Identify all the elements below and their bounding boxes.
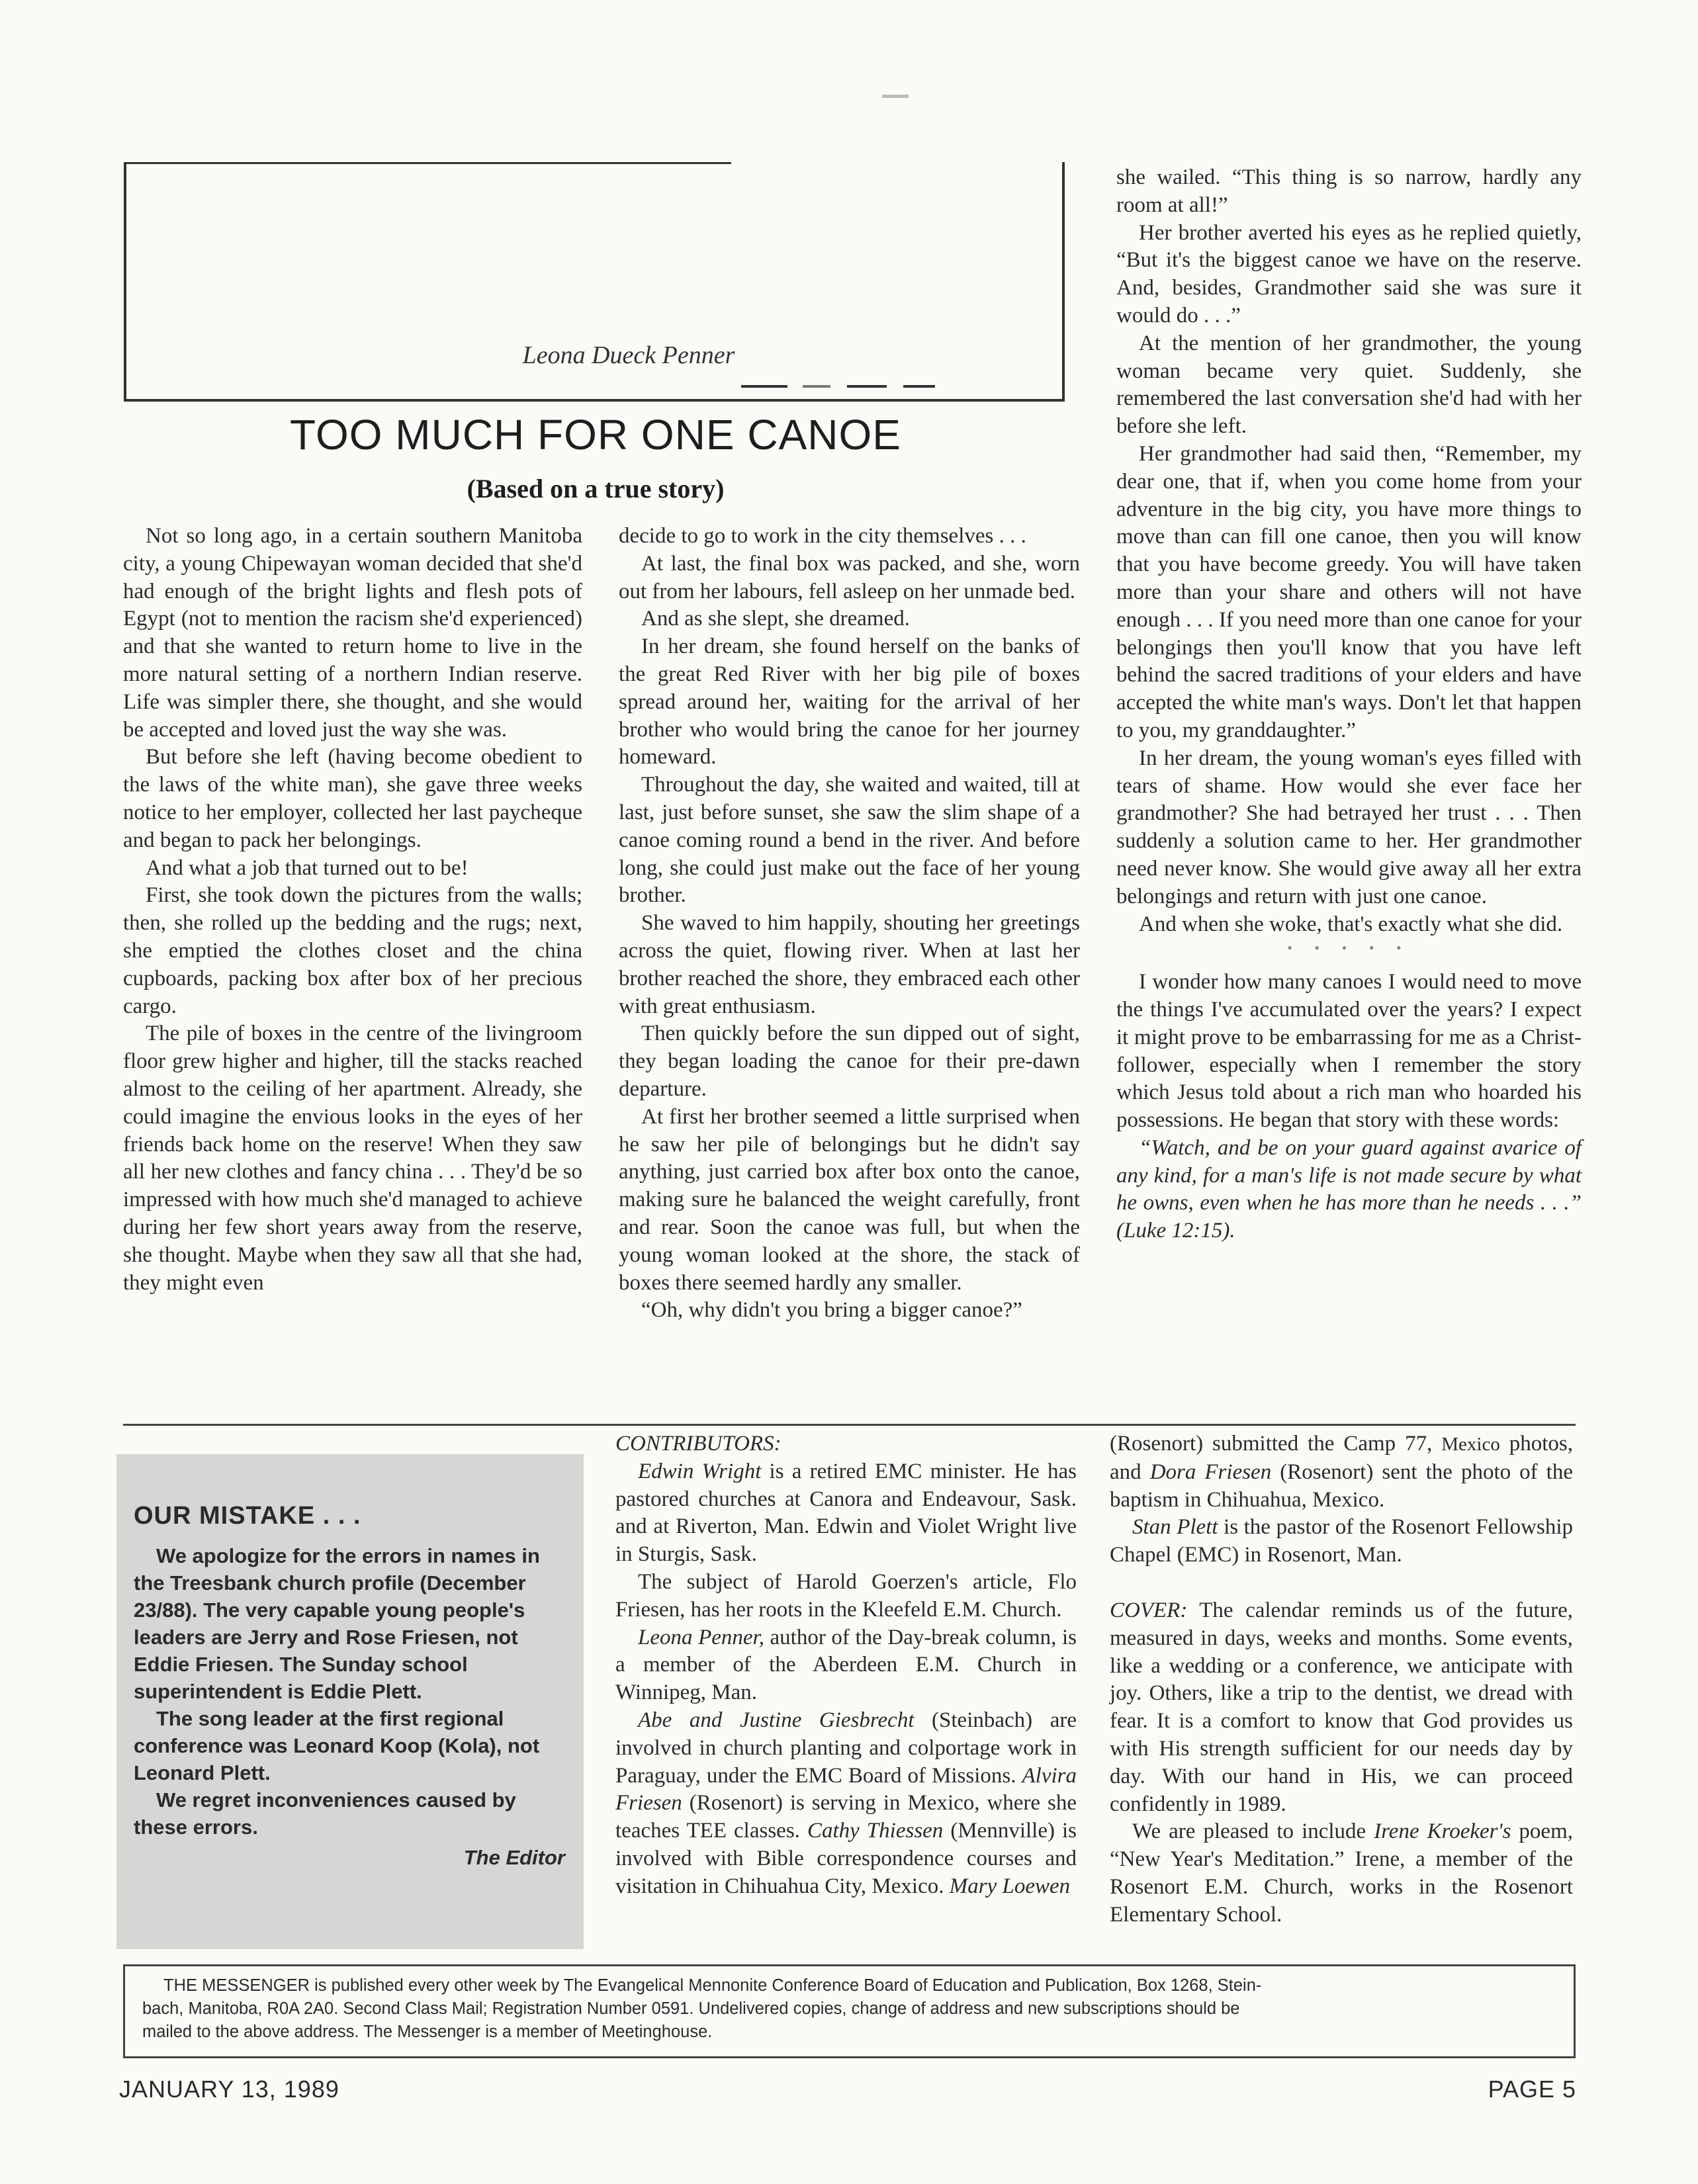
contributor-paragraph: (Rosenort) submitted the Camp 77, Mexico photos, and Dora Friesen (Rosenort) sent the photo of the baptism in Chihuahua, Mexico. bbox=[1110, 1432, 1573, 1512]
paragraph: But before she left (having become obedient to the laws of the white man), she gave three weeks notice to her employer, collected her last paycheque and began to pack her belongings. bbox=[123, 745, 582, 852]
contributor-paragraph: The subject of Harold Goerzen's article, Flo Friesen, has her roots in the Kleefeld E.M. Church. bbox=[615, 1569, 1077, 1622]
paragraph: And when she woke, that's exactly what she did. bbox=[1139, 912, 1563, 936]
contributor-paragraph: Stan Plett is the pastor of the Rosenort Fellowship Chapel (EMC) in Rosenort, Man. bbox=[1110, 1515, 1573, 1567]
article-subtitle: (Based on a true story) bbox=[467, 474, 725, 503]
paragraph: And what a job that turned out to be! bbox=[146, 855, 469, 880]
scripture-quote: “Watch, and be on your guard against avarice of any kind, for a man's life is not made secure by what he owns, even when he has more than he needs . . .” (Luke 12:15). bbox=[1116, 1135, 1582, 1243]
notice-line: bach, Manitoba, R0A 2A0. Second Class Mail; Registration Number 0591. Undelivered copies, change of address and new subscriptions should be bbox=[142, 1999, 1240, 2018]
paragraph: Not so long ago, in a certain southern Manitoba city, a young Chipewayan woman decided that she'd had enough of the bright lights and flesh pots of Egypt (not to mention the racism she'd experienced) and that she wanted to return home to live in the more natural setting of a northern Indian reserve. Life was simpler there, she thought, and she would be accepted and loved just the way she was. bbox=[123, 524, 582, 742]
paragraph: In her dream, she found herself on the banks of the great Red River with her big pile of boxes spread around her, waiting for the arrival of her brother who would bring the canoe for her journey homeward. bbox=[619, 634, 1080, 769]
issue-date: JANUARY 13, 1989 bbox=[119, 2075, 339, 2103]
correction-paragraph: We regret inconveniences caused by these errors. bbox=[134, 1788, 516, 1839]
contributor-paragraph: We are pleased to include Irene Kroeker's poem, “New Year's Meditation.” Irene, a member of the Rosenort E.M. Church, works in the Rosenort Elementary School. bbox=[1110, 1819, 1573, 1927]
article-column-3 bbox=[1116, 164, 1582, 1245]
paragraph: decide to go to work in the city themselves . . . bbox=[619, 524, 1026, 548]
paragraph: Then quickly before the sun dipped out of sight, they began loading the canoe for their pre-dawn departure. bbox=[619, 1022, 1080, 1101]
paragraph: she wailed. “This thing is so narrow, hardly any room at all!” bbox=[1116, 165, 1582, 217]
decorative-dash bbox=[903, 385, 935, 388]
paragraph: And as she slept, she dreamed. bbox=[641, 607, 910, 631]
paragraph: “Oh, why didn't you bring a bigger canoe?” bbox=[641, 1298, 1022, 1323]
notice-line: mailed to the above address. The Messenger is a member of Meetinghouse. bbox=[142, 2023, 713, 2041]
decorative-dash bbox=[803, 385, 830, 388]
section-separator: • • • • • bbox=[1287, 939, 1411, 957]
paragraph: I wonder how many canoes I would need to move the things I've accumulated over the years? I expect it might prove to be embarrassing for me as a Christ-follower, especially when I remember the story which Jesus told about a rich man who hoarded his possessions. He began that story with these words: bbox=[1116, 970, 1582, 1133]
article-title: TOO MUCH FOR ONE CANOE bbox=[290, 411, 901, 459]
paragraph: Throughout the day, she waited and waited, till at last, just before sunset, she saw the slim shape of a canoe coming round a bend in the river. And before long, she could just make out the face of her young brother. bbox=[619, 773, 1080, 908]
correction-paragraph: We apologize for the errors in names in the Treesbank church profile (December 23/88). The very capable young people's leaders are Jerry and Rose Friesen, not Eddie Friesen. The Sunday school superintendent is Eddie Plett. bbox=[134, 1544, 540, 1703]
article-column-2 bbox=[619, 523, 1080, 1325]
paragraph: In her dream, the young woman's eyes filled with tears of shame. How would she ever face her grandmother? She had betrayed her trust . . . Then suddenly a solution came to her. Her grandmother need never know. She would give away all her extra belongings and return with just one canoe. bbox=[1116, 746, 1582, 908]
correction-box bbox=[116, 1454, 584, 1949]
article-author: Leona Dueck Penner bbox=[522, 341, 735, 369]
paragraph: The pile of boxes in the centre of the livingroom floor grew higher and higher, till the stacks reached almost to the ceiling of her apartment. Already, she could imagine the envious looks in the eyes of her friends back home on the reserve! When they saw all her new clothes and fancy china . . . They'd be so impressed with how much she'd managed to achieve during her few short years away from the reserve, she thought. Maybe when they saw all that she had, they might even bbox=[123, 1022, 582, 1295]
correction-title: OUR MISTAKE . . . bbox=[134, 1502, 361, 1530]
correction-signature: The Editor bbox=[463, 1846, 565, 1869]
paragraph: Her grandmother had said then, “Remember, my dear one, that if, when you come home from your adventure in the big city, you have more things to move than can fill one canoe, then you will know that you have become greedy. You will have taken more than your share and others will not have enough . . . If you need more than one canoe for your belongings then you'll know that you have left behind the sacred traditions of your elders and have accepted the white man's ways. Don't let that happen to you, my granddaughter.” bbox=[1116, 441, 1582, 742]
print-mark bbox=[882, 95, 909, 98]
contributor-paragraph: Leona Penner, author of the Day-break column, is a member of the Aberdeen E.M. Church in Winnipeg, Man. bbox=[615, 1625, 1077, 1705]
contributor-paragraph: Abe and Justine Giesbrecht (Steinbach) are involved in church planting and colportage work in Paraguay, under the EMC Board of Missions. Alvira Friesen (Rosenort) is serving in Mexico, where she teaches TEE classes. Cathy Thiessen (Mennville) is involved with Bible correspondence courses and visitation in Chihuahua City, Mexico. Mary Loewen bbox=[615, 1708, 1077, 1898]
paragraph: At last, the final box was packed, and she, worn out from her labours, fell asleep on her unmade bed. bbox=[619, 551, 1080, 603]
byline-box-top-rule bbox=[124, 162, 731, 164]
paragraph: Her brother averted his eyes as he replied quietly, “But it's the biggest canoe we have on the reserve. And, besides, Grandmother said she was sure it would do . . .” bbox=[1116, 220, 1582, 328]
publication-notice bbox=[123, 1964, 1576, 2058]
decorative-dash bbox=[847, 385, 887, 388]
paragraph: She waved to him happily, shouting her greetings across the quiet, flowing river. When at last her brother reached the shore, they embraced each other with great enthusiasm. bbox=[619, 911, 1080, 1018]
paragraph: At the mention of her grandmother, the young woman became very quiet. Suddenly, she remembered the last conversation she'd had with her before she left. bbox=[1116, 331, 1582, 439]
article-column-1 bbox=[123, 523, 582, 1297]
cover-description: COVER: The calendar reminds us of the future, measured in days, weeks and months. Some events, like a wedding or a conference, we anticipate with joy. Others, like a trip to the dentist, we dread with fear. It is a comfort to know that God provides us with His strength sufficient for our needs day by day. With our hand in His, we can proceed confidently in 1989. bbox=[1110, 1598, 1573, 1816]
contributors-heading: CONTRIBUTORS: bbox=[615, 1432, 782, 1456]
correction-paragraph: The song leader at the first regional conference was Leonard Koop (Kola), not Leonard Plett. bbox=[134, 1707, 540, 1784]
contributors-column bbox=[615, 1430, 1077, 1901]
cover-notes-column bbox=[1110, 1430, 1573, 1929]
page-number: PAGE 5 bbox=[1488, 2075, 1576, 2103]
section-divider bbox=[123, 1424, 1576, 1426]
decorative-dash bbox=[741, 385, 787, 388]
contributor-paragraph: Edwin Wright is a retired EMC minister. He has pastored churches at Canora and Endeavour, Sask. and at Riverton, Man. Edwin and Violet Wright live in Sturgis, Sask. bbox=[615, 1459, 1077, 1567]
paragraph: First, she took down the pictures from the walls; then, she rolled up the bedding and the rugs; next, she emptied the clothes closet and the china cupboards, packing box after box of her precious cargo. bbox=[123, 883, 582, 1018]
paragraph: At first her brother seemed a little surprised when he saw her pile of belongings but he didn't say anything, just carried box after box onto the canoe, making sure he balanced the weight carefully, front and rear. Soon the canoe was full, but when the young woman looked at the shore, the stack of boxes there seemed hardly any smaller. bbox=[619, 1104, 1080, 1295]
notice-line: THE MESSENGER is published every other week by The Evangelical Mennonite Conference Board of Education and Publication, Box 1268, Stein- bbox=[163, 1976, 1262, 1995]
